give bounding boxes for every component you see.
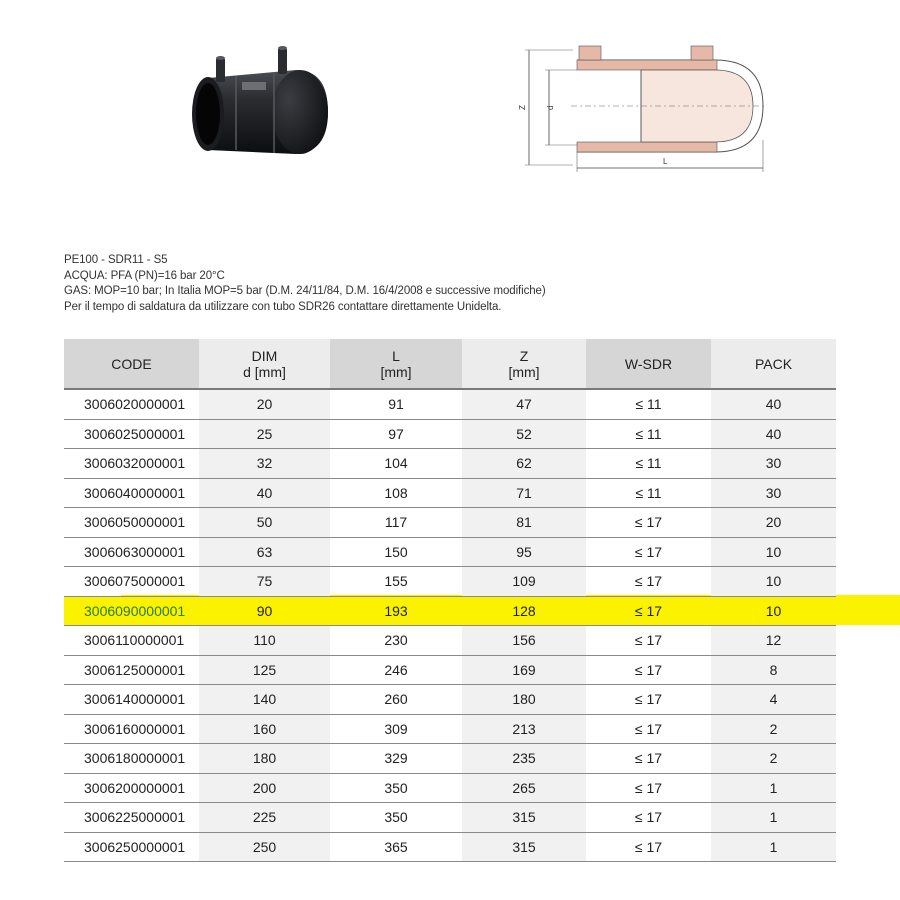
cell-z: 95	[462, 537, 586, 567]
table-row	[64, 508, 836, 538]
header-l: L [mm]	[330, 339, 462, 389]
cell-code: 3006125000001	[64, 655, 199, 685]
cell-code: 3006050000001	[64, 508, 199, 538]
note-line: Per il tempo di saldatura da utilizzare con tubo SDR26 contattare direttamente Unidelta.	[64, 300, 502, 313]
cell-pack: 2	[711, 714, 836, 744]
table-row	[64, 744, 836, 774]
table-row	[64, 655, 836, 685]
cell-l: 246	[330, 655, 462, 685]
cell-w-sdr: ≤ 11	[586, 478, 711, 508]
cell-z: 128	[462, 596, 586, 626]
cell-pack: 20	[711, 508, 836, 538]
cell-z: 71	[462, 478, 586, 508]
cell-l: 309	[330, 714, 462, 744]
cell-code: 3006110000001	[64, 626, 199, 656]
cell-code: 3006180000001	[64, 744, 199, 774]
cell-l: 193	[330, 596, 462, 626]
cell-w-sdr: ≤ 17	[586, 508, 711, 538]
product-table	[64, 339, 836, 862]
cell-pack: 40	[711, 389, 836, 419]
cell-pack: 30	[711, 449, 836, 479]
cell-z: 81	[462, 508, 586, 538]
cell-dim: 32	[199, 449, 330, 479]
label-d: d	[546, 105, 555, 110]
cell-w-sdr: ≤ 17	[586, 744, 711, 774]
spec-notes	[64, 253, 844, 315]
cell-z: 62	[462, 449, 586, 479]
cell-w-sdr: ≤ 11	[586, 449, 711, 479]
cell-dim: 125	[199, 655, 330, 685]
cell-dim: 20	[199, 389, 330, 419]
cell-l: 230	[330, 626, 462, 656]
cell-l: 260	[330, 685, 462, 715]
table-row	[64, 478, 836, 508]
cell-l: 329	[330, 744, 462, 774]
table-row	[64, 714, 836, 744]
header-w-sdr: W-SDR	[586, 339, 711, 389]
cell-l: 350	[330, 803, 462, 833]
cell-w-sdr: ≤ 17	[586, 832, 711, 862]
cell-code: 3006032000001	[64, 449, 199, 479]
table-row	[64, 449, 836, 479]
cell-code: 3006020000001	[64, 389, 199, 419]
header-z: Z [mm]	[462, 339, 586, 389]
table-row	[64, 685, 836, 715]
cell-z: 47	[462, 389, 586, 419]
cell-pack: 1	[711, 803, 836, 833]
cell-w-sdr: ≤ 17	[586, 655, 711, 685]
table-row	[64, 419, 836, 449]
cell-pack: 1	[711, 832, 836, 862]
cell-l: 108	[330, 478, 462, 508]
cell-code: 3006063000001	[64, 537, 199, 567]
cell-code: 3006075000001	[64, 567, 199, 597]
table-row	[64, 537, 836, 567]
cell-pack: 10	[711, 567, 836, 597]
cell-pack: 8	[711, 655, 836, 685]
cell-pack: 1	[711, 773, 836, 803]
cell-l: 155	[330, 567, 462, 597]
cell-w-sdr: ≤ 17	[586, 685, 711, 715]
cell-z: 213	[462, 714, 586, 744]
table-row	[64, 773, 836, 803]
header-pack: PACK	[711, 339, 836, 389]
cell-l: 350	[330, 773, 462, 803]
cell-pack: 40	[711, 419, 836, 449]
cell-dim: 225	[199, 803, 330, 833]
cell-dim: 63	[199, 537, 330, 567]
cell-z: 315	[462, 803, 586, 833]
cell-pack: 30	[711, 478, 836, 508]
cell-l: 150	[330, 537, 462, 567]
product-table-wrapper	[64, 339, 836, 862]
cell-w-sdr: ≤ 17	[586, 714, 711, 744]
cell-w-sdr: ≤ 11	[586, 419, 711, 449]
note-line: ACQUA: PFA (PN)=16 bar 20°C	[64, 269, 225, 282]
cell-pack: 12	[711, 626, 836, 656]
cell-w-sdr: ≤ 17	[586, 567, 711, 597]
cell-code: 3006225000001	[64, 803, 199, 833]
cell-code: 3006160000001	[64, 714, 199, 744]
table-row	[64, 832, 836, 862]
cell-dim: 160	[199, 714, 330, 744]
cell-z: 109	[462, 567, 586, 597]
cell-l: 117	[330, 508, 462, 538]
cell-dim: 25	[199, 419, 330, 449]
cell-dim: 180	[199, 744, 330, 774]
cell-w-sdr: ≤ 17	[586, 626, 711, 656]
table-row	[64, 596, 836, 626]
cell-z: 156	[462, 626, 586, 656]
cell-w-sdr: ≤ 17	[586, 773, 711, 803]
cell-l: 365	[330, 832, 462, 862]
cell-l: 91	[330, 389, 462, 419]
cell-l: 97	[330, 419, 462, 449]
cell-dim: 200	[199, 773, 330, 803]
label-z: Z	[518, 105, 527, 110]
cell-dim: 90	[199, 596, 330, 626]
cell-w-sdr: ≤ 11	[586, 389, 711, 419]
technical-drawing	[515, 40, 770, 180]
note-line: PE100 - SDR11 - S5	[64, 254, 168, 266]
cell-pack: 10	[711, 537, 836, 567]
cell-dim: 140	[199, 685, 330, 715]
cell-z: 315	[462, 832, 586, 862]
cell-pack: 10	[711, 596, 836, 626]
cell-code: 3006140000001	[64, 685, 199, 715]
table-row	[64, 626, 836, 656]
cell-pack: 2	[711, 744, 836, 774]
cell-w-sdr: ≤ 17	[586, 596, 711, 626]
cell-dim: 75	[199, 567, 330, 597]
table-row	[64, 389, 836, 419]
cell-w-sdr: ≤ 17	[586, 537, 711, 567]
cell-z: 169	[462, 655, 586, 685]
cell-code: 3006025000001	[64, 419, 199, 449]
product-photo	[178, 40, 338, 170]
table-row	[64, 803, 836, 833]
cell-z: 265	[462, 773, 586, 803]
cell-code: 3006200000001	[64, 773, 199, 803]
cell-l: 104	[330, 449, 462, 479]
cell-w-sdr: ≤ 17	[586, 803, 711, 833]
note-line: GAS: MOP=10 bar; In Italia MOP=5 bar (D.M. 24/11/84, D.M. 16/4/2008 e successive modifiche)	[64, 285, 546, 297]
table-header-row	[64, 339, 836, 389]
header-dim: DIM d [mm]	[199, 339, 330, 389]
cell-code: 3006090000001	[64, 596, 199, 626]
label-l: L	[663, 157, 668, 166]
cell-code: 3006250000001	[64, 832, 199, 862]
header-code: CODE	[64, 339, 199, 389]
cell-z: 180	[462, 685, 586, 715]
cell-dim: 50	[199, 508, 330, 538]
cell-dim: 250	[199, 832, 330, 862]
cell-z: 52	[462, 419, 586, 449]
cell-z: 235	[462, 744, 586, 774]
cell-pack: 4	[711, 685, 836, 715]
table-row	[64, 567, 836, 597]
cell-dim: 40	[199, 478, 330, 508]
cell-code: 3006040000001	[64, 478, 199, 508]
cell-dim: 110	[199, 626, 330, 656]
